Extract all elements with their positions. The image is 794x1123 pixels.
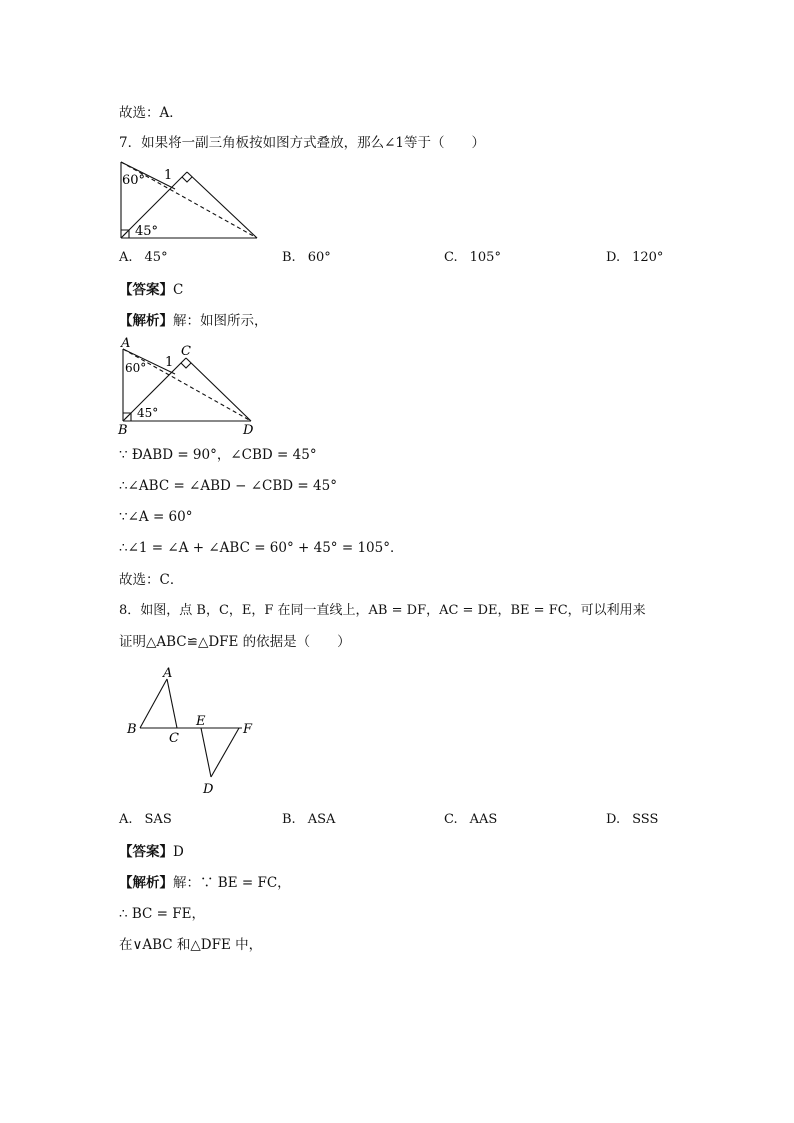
- q7-option-c: C. 105°: [444, 250, 501, 265]
- q7-step-3: ∵∠A = 60°: [119, 509, 193, 525]
- q7-figure: [117, 158, 262, 242]
- q8-fig-line-ab: [140, 679, 167, 728]
- q8-fig-label-a: A: [163, 666, 173, 681]
- q7-answer: 【答案】C: [119, 282, 184, 298]
- q8-stem-line1: 8．如图，点 B，C，E，F 在同一直线上，AB = DF，AC = DE，BE = FC，可以利用来: [119, 603, 646, 618]
- q8-option-b: B. ASA: [282, 812, 336, 827]
- q7-sol-label-d: D: [243, 423, 254, 437]
- q7-option-a: A. 45°: [119, 250, 168, 265]
- q7-option-b: B. 60°: [282, 250, 331, 265]
- q8-step-2: 在∨ABC 和△DFE 中，: [119, 937, 263, 953]
- q8-stem-line2: 证明△ABC≌△DFE 的依据是（ ）: [119, 634, 351, 650]
- q7-sol-label-45: 45°: [137, 406, 159, 420]
- q8-fig-label-e: E: [196, 714, 206, 729]
- q7-sol-label-1: 1: [165, 355, 174, 370]
- q7-sol-label-c: C: [181, 344, 191, 359]
- q7-solution-figure: [115, 335, 265, 437]
- prev-conclusion: 故选：A．: [119, 105, 183, 121]
- q8-fig-label-c: C: [169, 731, 179, 746]
- q7-step-4: ∴∠1 = ∠A + ∠ABC = 60° + 45° = 105°．: [119, 540, 404, 556]
- q7-fig-label-45: 45°: [135, 224, 159, 239]
- q7-stem: 7．如果将一副三角板按如图方式叠放，那么∠1等于（ ）: [119, 135, 485, 151]
- q8-fig-label-f: F: [243, 722, 253, 737]
- q8-fig-line-df: [211, 728, 239, 777]
- q8-step-1: ∴ BC = FE，: [119, 906, 205, 922]
- q7-sol-label-60: 60°: [125, 361, 147, 375]
- q7-option-d: D. 120°: [606, 250, 664, 265]
- q8-fig-line-ac: [167, 679, 177, 728]
- q7-sol-label-b: B: [118, 423, 128, 437]
- q8-analysis: 【解析】解：∵ BE = FC，: [119, 875, 291, 891]
- q7-analysis: 【解析】解：如图所示，: [119, 313, 268, 329]
- q8-fig-line-ed: [201, 728, 211, 777]
- q8-figure: [122, 662, 262, 798]
- q7-sol-label-a: A: [121, 336, 131, 351]
- q8-option-c: C. AAS: [444, 812, 498, 827]
- q8-option-d: D. SSS: [606, 812, 659, 827]
- q7-fig-right-angle-c: [182, 177, 192, 182]
- q7-fig-label-1: 1: [164, 168, 173, 183]
- q7-step-1: ∵ ÐABD = 90°，∠CBD = 45°: [119, 447, 317, 463]
- q8-answer: 【答案】D: [119, 844, 184, 860]
- q8-option-a: A. SAS: [119, 812, 172, 827]
- q7-step-2: ∴∠ABC = ∠ABD − ∠CBD = 45°: [119, 478, 337, 494]
- q8-fig-label-d: D: [203, 782, 214, 797]
- q7-fig-label-60: 60°: [122, 173, 146, 188]
- q7-conclusion: 故选：C．: [119, 572, 184, 588]
- q8-fig-label-b: B: [127, 722, 137, 737]
